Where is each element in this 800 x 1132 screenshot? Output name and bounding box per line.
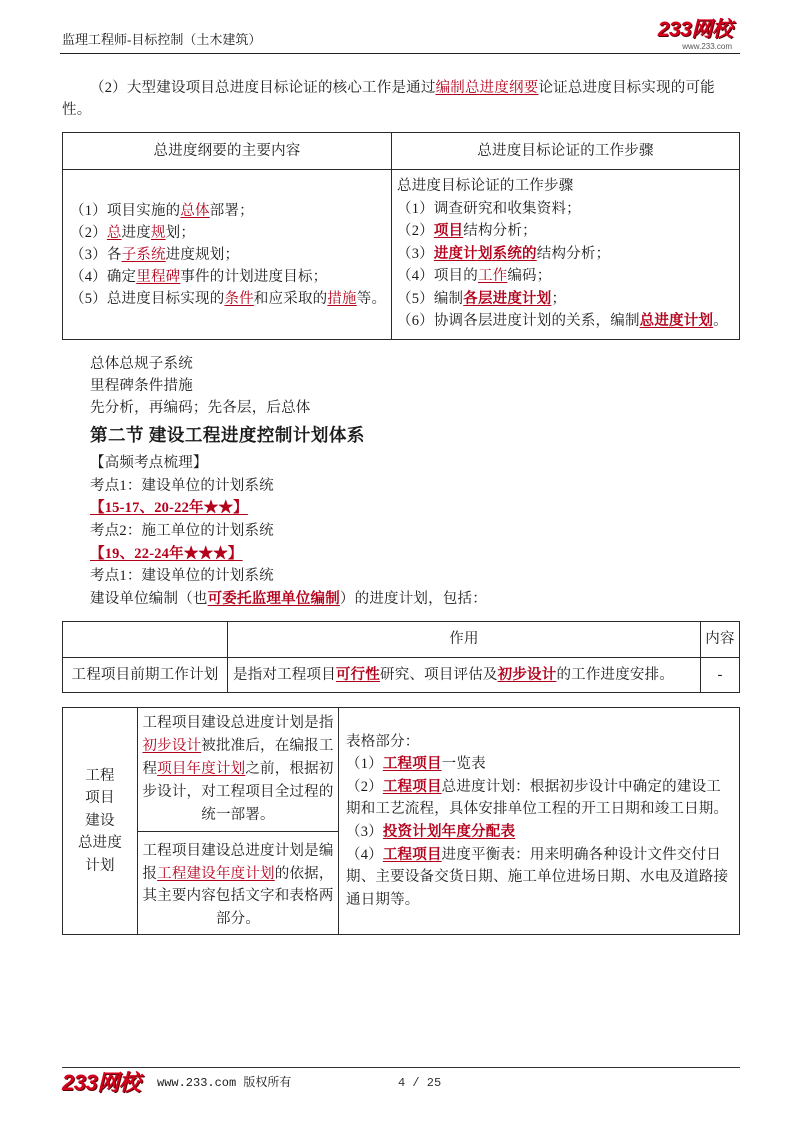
text-segment: 期、主要设备交货日期、施工单位进场日期、水电及道路接: [346, 869, 729, 886]
table-header-cell: 内容: [701, 622, 739, 658]
basis-line: [138, 885, 338, 908]
highlighted-term: 总体: [180, 202, 210, 219]
intro-paragraph: [62, 77, 740, 121]
text-segment: （5）编制: [397, 290, 464, 307]
table-header-cell: 总进度纲要的主要内容: [63, 133, 392, 170]
text-segment: 被批准后，在编报工: [201, 738, 334, 754]
highlighted-term: 【19、22-24年★★★】: [90, 545, 243, 562]
page-number: 4 / 25: [398, 1076, 442, 1090]
key-point-line: [90, 588, 487, 611]
outline-item: [70, 200, 391, 222]
copyright-notice: www.233.com 版权所有: [157, 1076, 292, 1090]
highlighted-term: 各层进度计划: [463, 290, 552, 307]
text-segment: 考点1：建设单位的计划系统: [90, 568, 274, 585]
text-segment: 先分析，再编码；先各层，后总体: [90, 400, 311, 416]
step-item: [397, 220, 739, 243]
text-segment: 的工作进度安排。: [556, 667, 675, 683]
plan-name-line: [78, 765, 122, 788]
text-segment: 和应采取的: [253, 290, 328, 307]
plan-content-cell: [339, 708, 739, 934]
highlighted-term: 项目: [433, 223, 464, 239]
text-segment: （2）: [346, 778, 383, 795]
text-segment: 总体总规子系统: [90, 356, 193, 372]
text-segment: 。: [713, 313, 728, 329]
purpose-line: [233, 664, 700, 686]
plan-content-cell: -: [717, 667, 723, 683]
text-segment: 考点1：建设单位的计划系统: [90, 477, 274, 494]
text-segment: 总进度目标论证的工作步骤: [397, 178, 574, 194]
mnemonic-line: [90, 397, 311, 419]
text-segment: 期和工艺流程，具体安排单位工程的开工日期和竣工日期。: [346, 801, 729, 818]
content-line: [346, 844, 739, 867]
text-segment: （2）大型建设项目总进度目标论证的核心工作是通过: [90, 80, 436, 96]
mnemonic-line: [90, 353, 311, 375]
highlighted-term: 项目年度计划: [157, 761, 246, 777]
plan-content-list: [346, 731, 739, 912]
text-segment: 【高频考点梳理】: [90, 455, 208, 471]
text-segment: 其主要内容包括文字和表格两: [142, 888, 334, 905]
text-segment: 进度: [121, 224, 151, 241]
step-item: [397, 198, 739, 221]
step-item: [397, 265, 739, 288]
mnemonic-line: [90, 375, 311, 397]
logo-site-url: www.233.com: [682, 42, 732, 51]
text-segment: 研究、项目评估及: [380, 667, 498, 683]
highlighted-term: 工程项目: [382, 756, 442, 773]
text-segment: 等。: [356, 290, 387, 307]
text-segment: ）的进度计划，包括：: [339, 591, 487, 608]
outline-item: [70, 266, 391, 288]
footer-logo: 233网校: [62, 1070, 141, 1095]
highlighted-term: 编制总进度纲要: [435, 80, 539, 96]
basis-line: [138, 863, 338, 886]
highlighted-term: 措施: [327, 290, 357, 307]
text-segment: 论证总进度目标实现的可能: [538, 80, 715, 96]
highlighted-term: 工程项目: [382, 778, 442, 795]
highlighted-term: 里程碑: [136, 268, 181, 285]
highlighted-term: 初步设计: [142, 738, 202, 754]
definition-line: [138, 712, 338, 735]
text-segment: 建设: [85, 812, 115, 829]
highlighted-term: 进度计划系统的: [433, 245, 537, 262]
highlighted-term: 条件: [224, 290, 254, 307]
basis-line: [138, 908, 338, 931]
highlighted-term: 工作: [477, 268, 508, 284]
header-divider: [60, 53, 740, 54]
text-segment: （3）: [346, 824, 383, 840]
step-item: [397, 175, 739, 198]
text-segment: （4）项目的: [397, 268, 478, 284]
key-point-line: [90, 452, 487, 475]
highlighted-term: 可行性: [335, 667, 381, 683]
overall-schedule-table: [62, 707, 740, 935]
text-segment: 部署；: [209, 202, 254, 219]
step-item: [397, 310, 739, 333]
plan-name-line: [78, 832, 122, 855]
logo-wordmark: 233网校: [657, 18, 733, 41]
outline-item: [70, 288, 391, 310]
plan-basis-cell: [138, 832, 339, 934]
section-key-points: [90, 452, 487, 611]
plan-name-line: [78, 787, 122, 810]
definition-line: [138, 735, 338, 758]
text-segment: 性。: [62, 102, 92, 118]
content-line: [346, 776, 739, 799]
definition-line: [138, 758, 338, 781]
highlighted-term: 子系统: [121, 246, 166, 263]
text-segment: 进度平衡表：用来明确各种设计文件交付日: [441, 846, 721, 863]
outline-item: [70, 244, 391, 266]
key-point-line: [90, 475, 487, 498]
outline-item: [70, 222, 391, 244]
text-segment: 报: [142, 865, 158, 882]
plan-name-line: [78, 810, 122, 833]
text-segment: 统一部署。: [201, 807, 275, 823]
text-segment: （5）总进度目标实现的: [70, 290, 225, 307]
content-line: [346, 889, 739, 912]
table-header-cell-empty: [63, 622, 228, 658]
footer-divider: [62, 1067, 740, 1068]
intro-line: [62, 99, 740, 121]
intro-line: [62, 77, 740, 99]
text-segment: 之前，根据初: [245, 761, 334, 777]
plan-name-cell: 工程项目前期工作计划: [63, 658, 228, 692]
text-segment: 表格部分：: [346, 733, 420, 750]
highlighted-term: 【15-17、20-22年★★】: [90, 500, 248, 517]
plan-definition: [138, 712, 338, 827]
text-segment: 结构分析；: [463, 223, 537, 239]
text-segment: （1）: [346, 756, 383, 773]
section-heading: 第二节 建设工程进度控制计划体系: [90, 425, 365, 445]
plan-name: [78, 765, 122, 878]
text-segment: （4）确定: [70, 268, 137, 285]
text-segment: 工程: [85, 767, 115, 784]
running-title: 监理工程师-目标控制（土木建筑）: [62, 32, 262, 47]
key-point-line: [90, 543, 487, 566]
step-item: [397, 243, 739, 266]
text-segment: 部分。: [215, 911, 261, 928]
outline-vs-steps-table: [62, 132, 740, 340]
text-segment: （6）协调各层进度计划的关系，编制: [397, 313, 640, 329]
plan-name-cell: [63, 708, 138, 934]
highlighted-term: 规: [150, 224, 166, 241]
plan-name-line: [78, 855, 122, 878]
preliminary-plan-table: [62, 621, 740, 693]
text-segment: 是指对工程项目: [233, 667, 336, 683]
step-item: [397, 288, 739, 311]
plan-definition-cell: [138, 708, 339, 832]
content-line: [346, 798, 739, 821]
text-segment: 总进度计划：根据初步设计中确定的建设工: [441, 778, 721, 795]
key-point-line: [90, 520, 487, 543]
text-segment: 计划: [85, 857, 115, 874]
mnemonic-notes: [90, 353, 311, 419]
highlighted-term: 工程项目: [382, 846, 442, 863]
header-logo: [652, 18, 738, 51]
text-segment: （1）调查研究和收集资料；: [397, 200, 581, 217]
text-segment: 工程项目建设总进度计划是编: [142, 843, 334, 859]
text-segment: 通日期等。: [346, 891, 420, 908]
steps-list: [397, 175, 739, 333]
content-line: [346, 753, 739, 776]
text-segment: 项目: [85, 790, 115, 807]
text-segment: 进度规划；: [165, 246, 240, 263]
content-line: [346, 866, 739, 889]
definition-line: [138, 781, 338, 804]
basis-line: [138, 840, 338, 863]
content-line: [346, 731, 739, 754]
text-segment: 事件的计划进度目标；: [180, 268, 328, 285]
definition-line: [138, 804, 338, 827]
highlighted-term: 初步设计: [497, 667, 557, 683]
text-segment: 结构分析；: [536, 245, 611, 262]
outline-list: [70, 200, 391, 310]
text-segment: 一览表: [441, 756, 486, 773]
demonstration-steps-cell: [392, 170, 739, 339]
text-segment: （2）: [397, 223, 434, 239]
text-segment: 划；: [165, 224, 196, 241]
highlighted-term: 可委托监理单位编制: [207, 591, 340, 608]
text-segment: 考点2：施工单位的计划系统: [90, 523, 274, 540]
plan-purpose-cell: [228, 658, 701, 692]
table-header-cell: 作用: [228, 622, 701, 658]
table-header-cell: 总进度目标论证的工作步骤: [392, 133, 739, 170]
text-segment: 步设计，对工程项目全过程的: [142, 784, 334, 800]
text-segment: 编码；: [507, 268, 552, 284]
highlighted-term: 工程建设年度计划: [157, 865, 275, 882]
text-segment: （2）: [70, 224, 107, 241]
outline-contents-cell: [63, 170, 392, 339]
text-segment: 程: [142, 761, 158, 777]
plan-basis: [138, 840, 338, 931]
text-segment: 建设单位编制（也: [90, 591, 208, 608]
text-segment: （4）: [346, 846, 383, 863]
content-line: [346, 821, 739, 844]
key-point-line: [90, 565, 487, 588]
key-point-line: [90, 497, 487, 520]
text-segment: （1）项目实施的: [70, 202, 181, 219]
highlighted-term: 总进度计划: [639, 313, 714, 329]
text-segment: 里程碑条件措施: [90, 378, 193, 394]
text-segment: 总进度: [77, 835, 123, 852]
highlighted-term: 投资计划年度分配表: [382, 824, 516, 840]
text-segment: （3）各: [70, 246, 122, 263]
highlighted-term: 总: [106, 224, 122, 241]
text-segment: 的依据，: [274, 865, 334, 882]
text-segment: ；: [551, 290, 567, 307]
text-segment: 工程项目建设总进度计划是指: [142, 715, 334, 731]
text-segment: （3）: [397, 245, 434, 262]
